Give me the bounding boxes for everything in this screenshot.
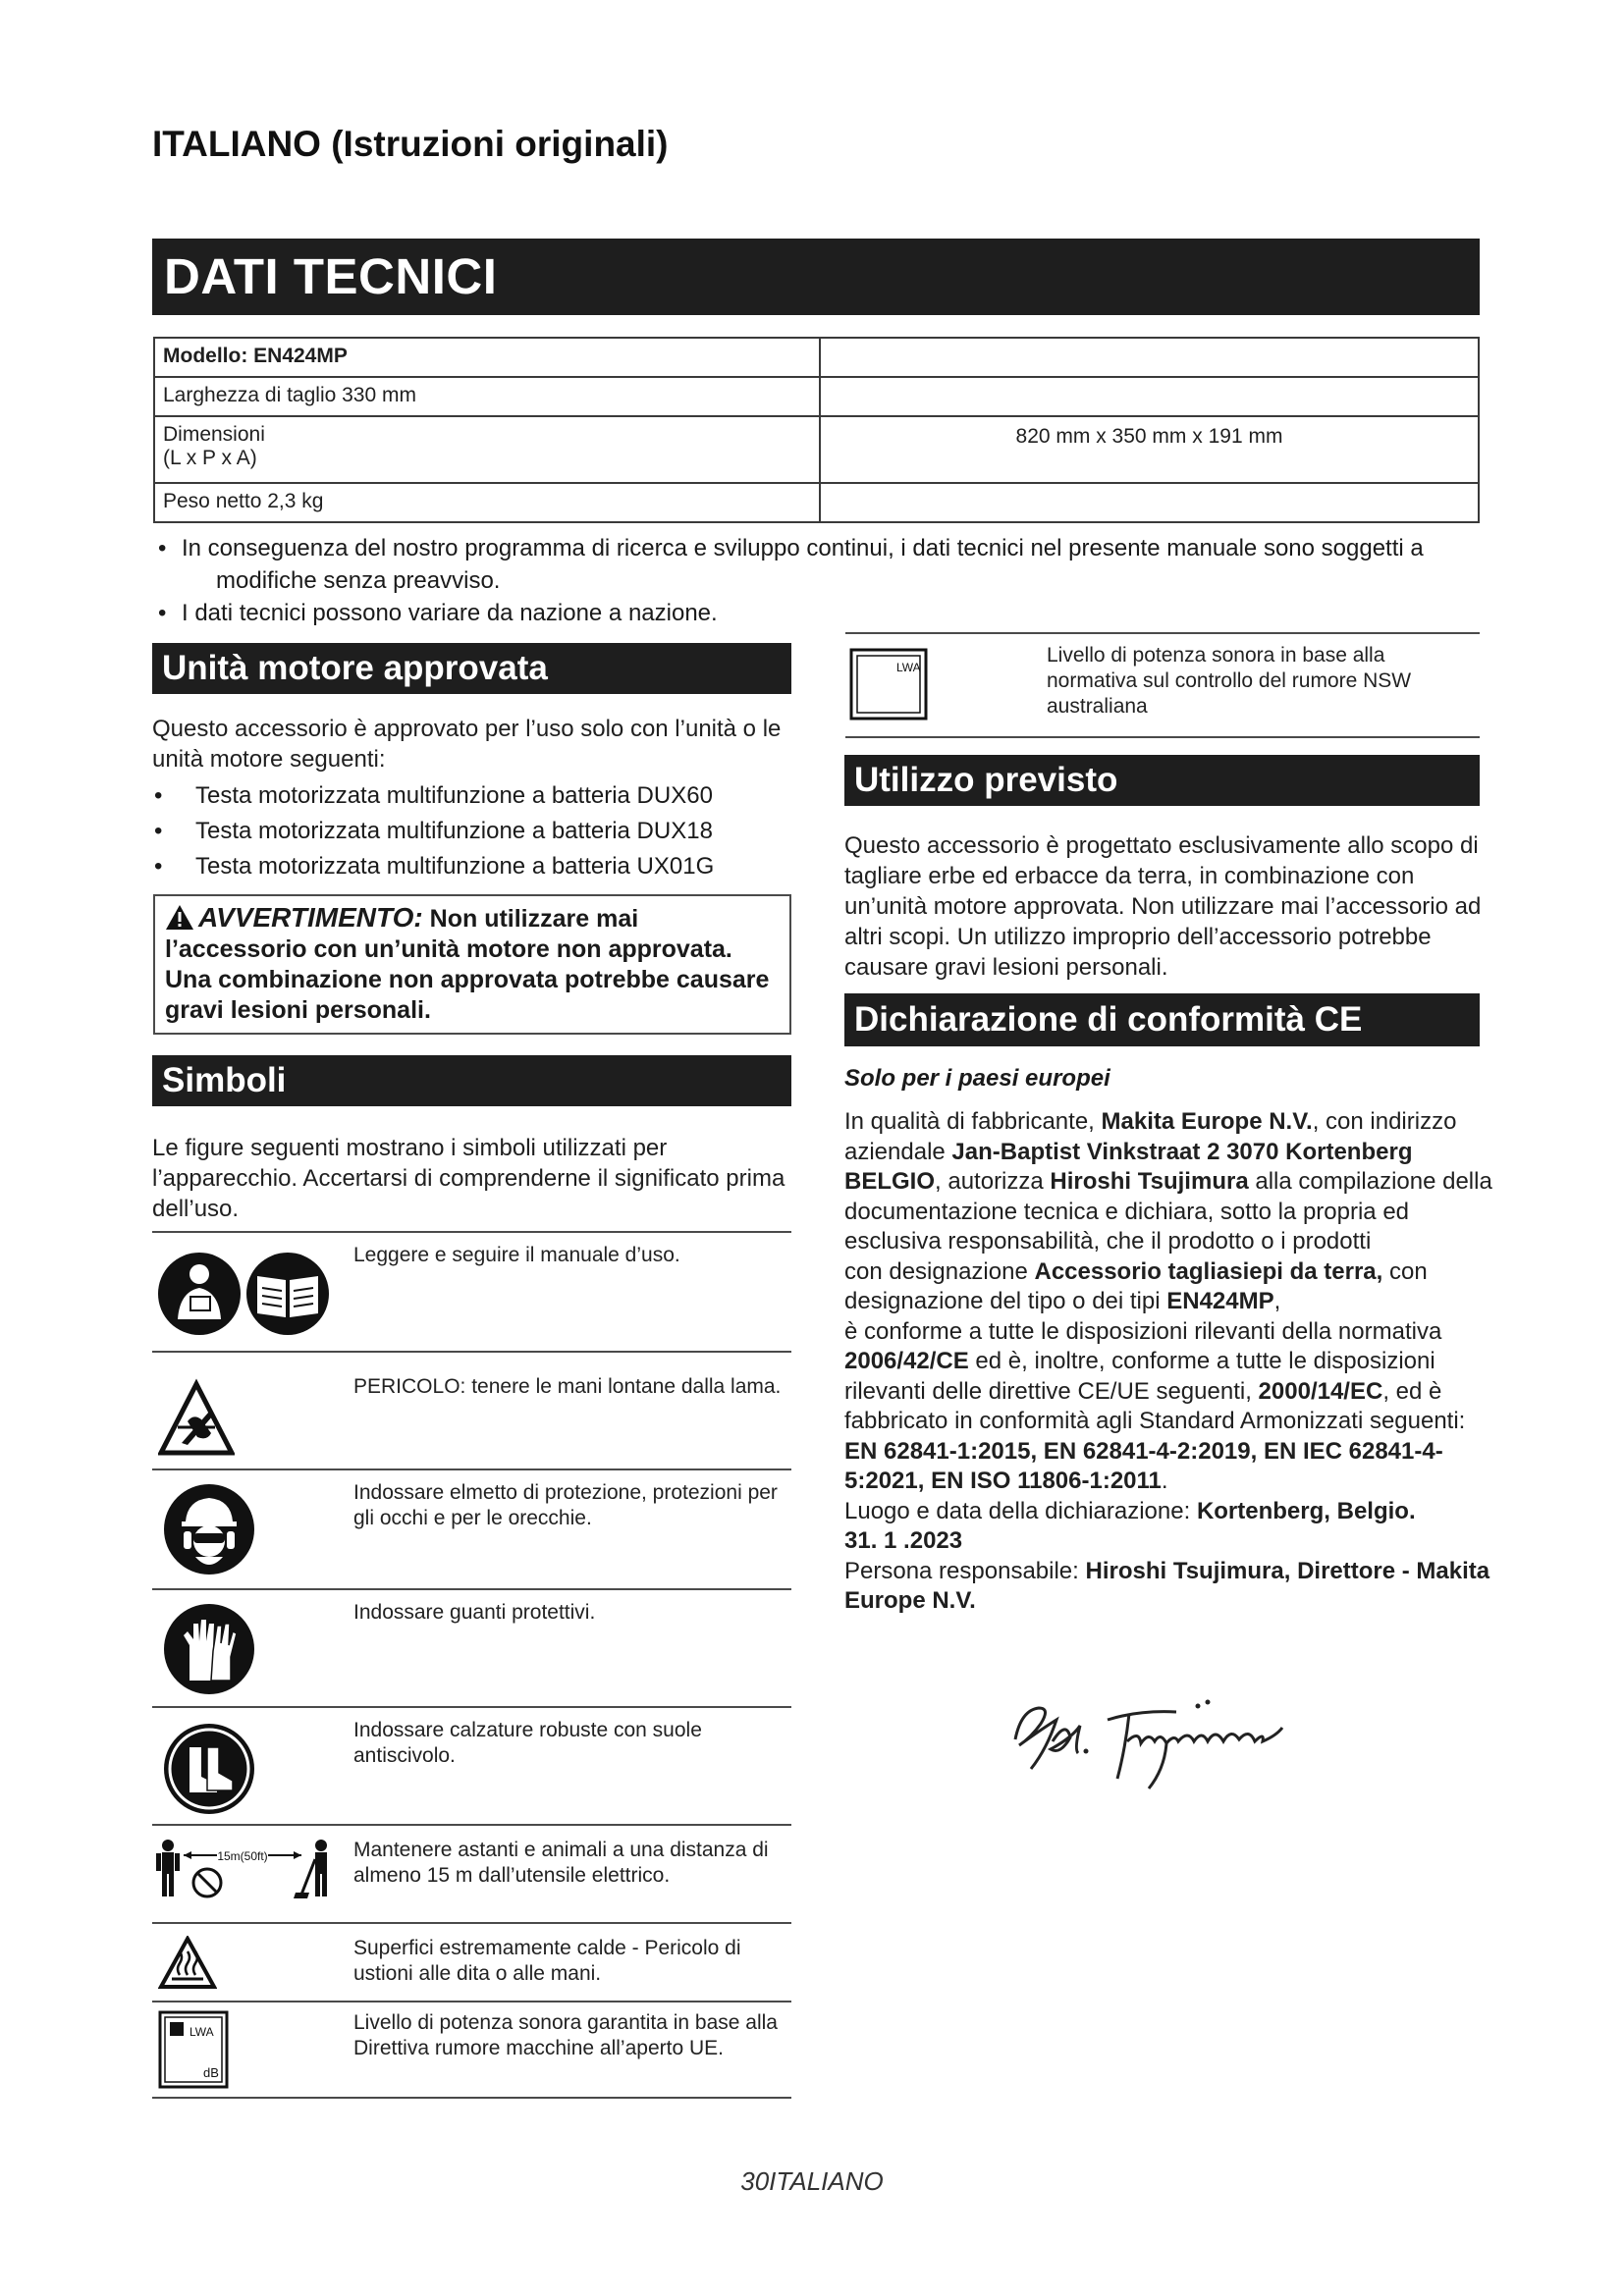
symbol-row [152,1824,791,1924]
declaration-title: Dichiarazione di conformità CE [844,993,1480,1046]
symbol-row [152,1922,791,2002]
list-item [152,814,800,849]
boots-icon [162,1722,256,1816]
net-weight-cell: Peso netto 2,3 kg [154,483,820,522]
symbol-description: Leggere e seguire il manuale d’uso. [353,1244,680,1266]
table-bottom-rule [152,2097,791,2099]
list-item [152,849,800,884]
symbol-row [152,1588,791,1708]
warning-text: Non utilizzare mai l’accessorio con un’unità motore non approvata. Una combinazione non approvata potrebbe causare gravi lesioni personali. [165,905,770,1024]
guaranteed-sound-power-icon [158,2010,229,2089]
declaration-date [844,1526,1492,1557]
text: ed è, inoltre, conforme a tutte le disposizioni rilevanti delle direttive CE/UE seguenti, [844,1348,1435,1405]
declaration-paragraph [844,1107,1492,1257]
bullet: • [154,853,163,880]
bullet: • [158,600,167,626]
symbol-row [152,2001,791,2099]
cutting-width-cell: Larghezza di taglio 330 mm [154,377,820,416]
declaration-body [844,1107,1492,1617]
empty-cell [820,338,1479,377]
power-unit-list [152,778,800,884]
symbol-description: Livello di potenza sonora in base alla normativa sul controllo del rumore NSW australiana [1047,644,1412,718]
text: , autorizza [935,1168,1051,1195]
text: con designazione [844,1257,1035,1285]
standards: EN 62841-1:2015, EN 62841-4-2:2019, EN IEC 62841-4-5:2021, EN ISO 11806-1:2011 [844,1437,1443,1494]
spec-note [152,597,1488,629]
symbol-row [152,1351,791,1470]
blade-danger-icon [158,1362,235,1461]
power-unit-title: Unità motore approvata [152,643,791,694]
text: Luogo e data della dichiarazione: [844,1497,1197,1524]
type-designation: EN424MP [1166,1288,1274,1314]
hot-surface-icon [158,1936,217,1991]
symbol-description: Indossare guanti protettivi. [353,1601,596,1624]
manufacturer: Makita Europe N.V. [1101,1108,1313,1135]
bullet: • [154,818,163,844]
page-heading: ITALIANO (Istruzioni originali) [152,124,669,164]
symbols-intro: Le figure seguenti mostrano i simboli utilizzati per l’apparecchio. Accertarsi di comprenderne il significato prima dell’uso. [152,1135,785,1222]
spec-notes [152,532,1488,629]
symbol-description: Livello di potenza sonora garantita in base alla Direttiva rumore macchine all’aperto UE. [353,2011,778,2059]
text: , ed è fabbricato in conformità agli Standard Armonizzati seguenti: [844,1377,1466,1434]
warning-box [153,894,791,1035]
declaration-person [844,1557,1492,1617]
text: è conforme a tutte le disposizioni rilevanti della normativa [844,1317,1442,1345]
main-title-bar: DATI TECNICI [152,239,1480,315]
declaration-subtitle: Solo per i paesi europei [844,1065,1110,1092]
unit-label: Testa motorizzata multifunzione a batteria UX01G [195,853,715,880]
spec-note-text: I dati tecnici possono variare da nazione a nazione. [182,600,718,626]
distance-label: 15m(50ft) [217,1849,268,1863]
warning-triangle-icon [165,904,194,931]
text: , con indirizzo aziendale [844,1108,1457,1165]
symbol-description: PERICOLO: tenere le mani lontane dalla lama. [353,1375,782,1398]
specs-table [153,337,1480,523]
text: In qualità di fabbricante, [844,1108,1102,1135]
directive: 2006/42/CE [844,1348,969,1374]
symbol-description: Mantenere astanti e animali a una distanza di almeno 15 m dall’utensile elettrico. [353,1839,769,1887]
intended-use-title: Utilizzo previsto [844,755,1480,806]
directive: 2000/14/EC [1258,1377,1383,1405]
text: con designazione del tipo o dei tipi [844,1257,1428,1314]
bystander-distance-icon [154,1836,341,1900]
helmet-goggles-earmuffs-icon [162,1482,256,1576]
text: Persona responsabile: [844,1557,1086,1584]
symbol-description: Indossare elmetto di protezione, protezioni per gli occhi e per le orecchie. [353,1481,778,1529]
dimensions-sub: (L x P x A) [163,447,257,469]
designation: Accessorio tagliasiepi da terra, [1034,1257,1383,1285]
symbol-row [152,1706,791,1826]
authorized-person: Hiroshi Tsujimura [1050,1168,1249,1195]
dimensions-label: Dimensioni [163,423,265,446]
bullet: • [154,782,163,809]
symbol-description: Indossare calzature robuste con suole antiscivolo. [353,1719,702,1767]
empty-cell [820,377,1479,416]
empty-cell [820,483,1479,522]
icon-label: LWA [189,2025,214,2039]
table-row [154,483,1479,522]
symbol-description: Superfici estremamente calde - Pericolo di ustioni alle dita o alle mani. [353,1937,741,1985]
icon-unit: dB [203,2065,219,2080]
power-unit-intro: Questo accessorio è approvato per l’uso solo con l’unità o le unità motore seguenti: [152,716,782,773]
icon-label: LWA [896,661,921,674]
symbol-row [152,1231,791,1353]
warning-label: AVVERTIMENTO: [198,902,423,933]
model-cell: Modello: EN424MP [154,338,820,377]
page-footer: 30ITALIANO [740,2166,884,2196]
date: 31. 1 .2023 [844,1527,963,1554]
bullet: • [158,535,167,561]
declaration-place [844,1497,1492,1527]
table-row [154,377,1479,416]
read-manual-icon [156,1251,343,1337]
symbol-row [152,1468,791,1590]
responsible-person: Hiroshi Tsujimura, Direttore - Makita Europe N.V. [844,1557,1490,1614]
spec-note [152,532,1488,597]
unit-label: Testa motorizzata multifunzione a batteria DUX60 [195,782,713,809]
gloves-icon [162,1602,256,1696]
text: . [1161,1468,1168,1494]
text: , [1273,1288,1281,1314]
declaration-paragraph [844,1257,1492,1317]
dimensions-label-cell [154,416,820,483]
place: Kortenberg, Belgio. [1196,1497,1416,1524]
text: alla compilazione della documentazione tecnica e dichiara, sotto la propria ed esclusiva responsabilità, che il prodotto o i prodotti [844,1168,1492,1255]
table-row [154,416,1479,483]
table-row [154,338,1479,377]
intended-use-text: Questo accessorio è progettato esclusivamente allo scopo di tagliare erbe ed erbacce da terra, in combinazione con un’unità motore approvata. Non utilizzare mai l’accessorio ad altri scopi. Un utilizzo improprio dell’accessorio potrebbe causare gravi lesioni personali. [844,832,1482,981]
address: Jan-Baptist Vinkstraat 2 3070 Kortenberg BELGIO [844,1138,1413,1195]
declaration-paragraph [844,1317,1492,1497]
symbols-title: Simboli [152,1055,791,1106]
unit-label: Testa motorizzata multifunzione a batteria DUX18 [195,818,713,844]
signature [1001,1681,1326,1798]
nsw-sound-power-icon [849,648,928,721]
dimensions-value-cell: 820 mm x 350 mm x 191 mm [820,416,1479,483]
list-item [152,778,800,814]
spec-note-text: In conseguenza del nostro programma di ricerca e sviluppo continui, i dati tecnici nel presente manuale sono soggetti a modifiche senza preavviso. [182,535,1424,594]
nsw-symbol-row [845,632,1480,738]
